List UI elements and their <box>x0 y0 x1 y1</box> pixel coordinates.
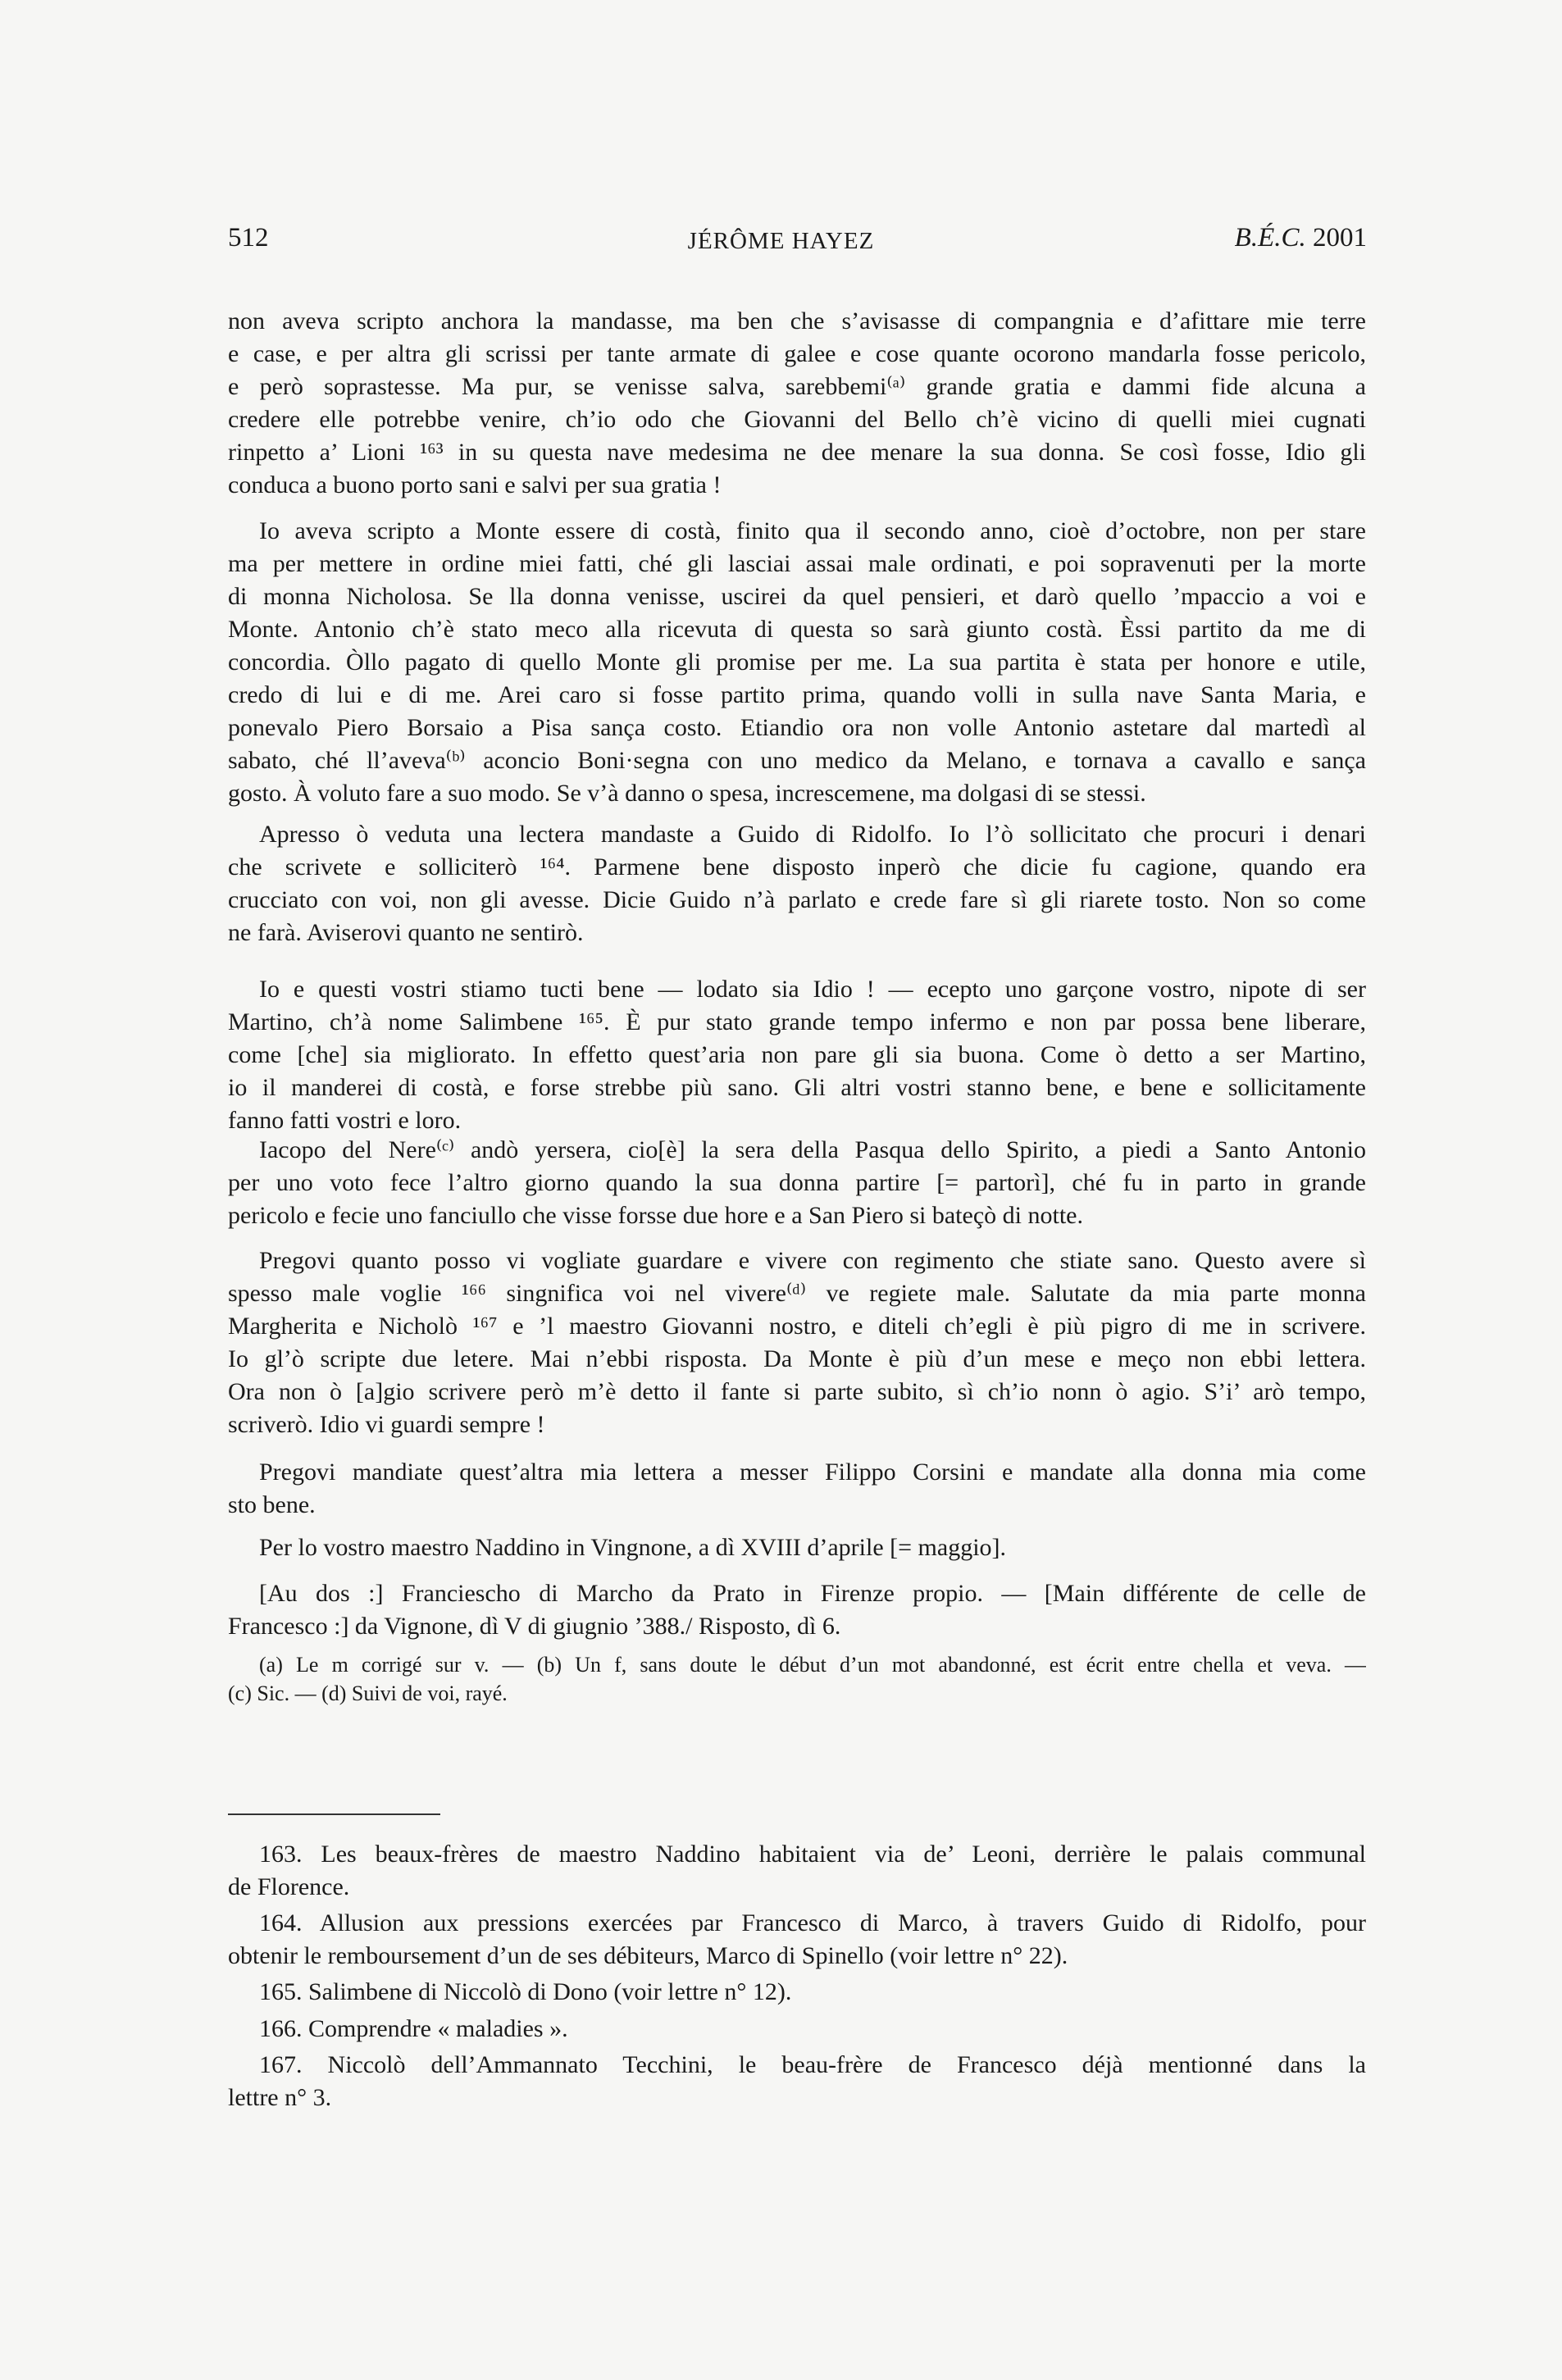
text-line: ma per mettere in ordine miei fatti, ché gli lasciai assai male ordinati, e poi sopravenuti per la morte <box>228 550 1366 577</box>
text-line: concordia. Òllo pagato di quello Monte gli promise per me. La sua partita è stata per honore e utile, <box>228 648 1366 676</box>
text-line: crucciato con voi, non gli avesse. Dicie Guido n’à parlato e crede fare sì gli riarete tosto. Non so come <box>228 886 1366 913</box>
running-head-author: JÉRÔME HAYEZ <box>687 228 875 254</box>
text-line: scriverò. Idio vi guardi sempre ! <box>228 1411 545 1438</box>
paragraph <box>228 1245 1366 1441</box>
text-line: come [che] sia migliorato. In effetto quest’aria non pare gli sia buona. Come ò detto a ser Martino, <box>228 1041 1366 1068</box>
text-line: (a) Le m corrigé sur v. — (b) Un f, sans doute le début d’un mot abandonné, est écrit entre chella et veva. — <box>259 1653 1366 1677</box>
text-line: sto bene. <box>228 1491 316 1518</box>
paragraph <box>228 1456 1366 1522</box>
text-line: Io e questi vostri stiamo tucti bene — lodato sia Idio ! — ecepto uno garçone vostro, nipote di ser <box>259 976 1366 1003</box>
text-line: spesso male voglie ¹⁶⁶ singnifica voi nel vivere⁽ᵈ⁾ ve regiete male. Salutate da mia parte monna <box>228 1280 1366 1307</box>
text-line: sabato, ché ll’aveva⁽ᵇ⁾ aconcio Boni·segna con uno medico da Melano, e tornava a cavallo e sança <box>228 747 1366 774</box>
text-line: e però soprastesse. Ma pur, se venisse salva, sarebbemi⁽ᵃ⁾ grande gratia e dammi fide alcuna a <box>228 373 1366 400</box>
text-line: non aveva scripto anchora la mandasse, ma ben che s’avisasse di compangnia e d’afittare mie terre <box>228 307 1366 334</box>
paragraph <box>228 1577 1366 1643</box>
text-line: Pregovi mandiate quest’altra mia lettera a messer Filippo Corsini e mandate alla donna mia come <box>259 1458 1366 1486</box>
text-line: 167. Niccolò dell’Ammannato Tecchini, le beau-frère de Francesco déjà mentionné dans la <box>259 2051 1366 2078</box>
footnote <box>228 1976 1366 2009</box>
text-line: conduca a buono porto sani e salvi per sua gratia ! <box>228 471 722 498</box>
text-line: Iacopo del Nere⁽ᶜ⁾ andò yersera, cio[è] la sera della Pasqua dello Spirito, a piedi a Santo Antonio <box>259 1136 1366 1163</box>
footnote <box>228 2013 1366 2046</box>
text-line: de Florence. <box>228 1873 350 1900</box>
text-line: pericolo e fecie uno fanciullo che visse forsse due hore e a San Piero si bateçò di notte. <box>228 1202 1083 1229</box>
text-line: rinpetto a’ Lioni ¹⁶³ in su questa nave medesima ne dee menare la sua donna. Se così fosse, Idio gli <box>228 439 1366 466</box>
text-line: Margherita e Nicholò ¹⁶⁷ e ’l maestro Giovanni nostro, e diteli ch’egli è più pigro di me in scrivere. <box>228 1313 1366 1340</box>
text-line: e case, e per altra gli scrissi per tante armate di galee e cose quante ocorono mandarla fosse pericolo, <box>228 340 1366 367</box>
footnote <box>228 1838 1366 1904</box>
text-line: Martino, ch’à nome Salimbene ¹⁶⁵. È pur stato grande tempo infermo e non par possa bene liberare, <box>228 1008 1366 1035</box>
text-line: [Au dos :] Franciescho di Marcho da Prato in Firenze propio. — [Main différente de celle de <box>259 1580 1366 1607</box>
text-line: 163. Les beaux-frères de maestro Naddino habitaient via de’ Leoni, derrière le palais communal <box>259 1841 1366 1868</box>
text-line: Ora non ò [a]gio scrivere però m’è detto il fante si parte subito, sì ch’io nonn ò agio. S’i’ arò tempo, <box>228 1378 1366 1405</box>
paragraph <box>228 973 1366 1137</box>
paragraph <box>228 515 1366 810</box>
text-line: ne farà. Aviserovi quanto ne sentirò. <box>228 919 584 946</box>
text-line: di monna Nicholosa. Se lla donna venisse, uscirei da quel pensieri, et darò quello ’mpaccio a voi e <box>228 583 1366 610</box>
text-line: 166. Comprendre « maladies ». <box>259 2015 568 2042</box>
text-line: Io gl’ò scripte due letere. Mai n’ebbi risposta. Da Monte è più d’un mese e meço non ebbi lettera. <box>228 1345 1366 1372</box>
text-line: ponevalo Piero Borsaio a Pisa sança costo. Etiandio ora non volle Antonio astetare dal martedì al <box>228 714 1366 741</box>
text-line: 164. Allusion aux pressions exercées par Francesco di Marco, à travers Guido di Ridolfo, pour <box>259 1909 1366 1936</box>
page-number: 512 <box>228 223 269 253</box>
footnote <box>228 2049 1366 2114</box>
text-line: Pregovi quanto posso vi vogliate guardare e vivere con regimento che stiate sano. Questo avere sì <box>259 1247 1366 1274</box>
text-line: credere elle potrebbe venire, ch’io odo che Giovanni del Bello ch’è vicino di quelli miei cugnati <box>228 406 1366 433</box>
paragraph <box>228 818 1366 949</box>
critical-apparatus <box>228 1650 1366 1708</box>
text-line: Io aveva scripto a Monte essere di costà, finito qua il secondo anno, cioè d’octobre, non per stare <box>259 517 1366 544</box>
footnote <box>228 1907 1366 1973</box>
running-head-journal <box>1235 223 1367 253</box>
text-line: fanno fatti vostri e loro. <box>228 1107 462 1134</box>
text-line: credo di lui e di me. Arei caro si fosse partito prima, quando volli in sulla nave Santa Maria, e <box>228 681 1366 708</box>
text-line: che scrivete e solliciterò ¹⁶⁴. Parmene bene disposto inperò che dicie fu cagione, quando era <box>228 853 1366 881</box>
paragraph <box>228 1531 1366 1564</box>
text-line: Monte. Antonio ch’è stato meco alla ricevuta di questa so sarà giunto costà. Èssi partito da me di <box>228 616 1366 643</box>
text-line: Francesco :] da Vignone, dì V di giugnio ’388./ Risposto, dì 6. <box>228 1613 841 1640</box>
text-line: io il manderei di costà, e forse strebbe più sano. Gli altri vostri stanno bene, e bene e sollicitamente <box>228 1074 1366 1101</box>
text-line: 165. Salimbene di Niccolò di Dono (voir lettre n° 12). <box>259 1978 792 2005</box>
footnote-rule <box>228 1813 440 1815</box>
paragraph <box>228 1134 1366 1232</box>
journal-year: 2001 <box>1313 223 1367 253</box>
text-line: obtenir le remboursement d’un de ses débiteurs, Marco di Spinello (voir lettre n° 22). <box>228 1942 1068 1969</box>
text-line: Per lo vostro maestro Naddino in Vingnone, a dì XVIII d’aprile [= maggio]. <box>259 1534 1007 1561</box>
text-line: gosto. À voluto fare a suo modo. Se v’à danno o spesa, increscemene, ma dolgasi di se stessi. <box>228 780 1146 807</box>
text-line: per uno voto fece l’altro giorno quando la sua donna partire [= partorì], ché fu in parto in grande <box>228 1169 1366 1196</box>
text-line: (c) Sic. — (d) Suivi de voi, rayé. <box>228 1681 508 1705</box>
text-line: lettre n° 3. <box>228 2084 332 2111</box>
journal-abbrev: B.É.C. <box>1234 223 1306 253</box>
paragraph <box>228 305 1366 502</box>
text-line: Apresso ò veduta una lectera mandaste a Guido di Ridolfo. Io l’ò sollicitato che procuri i denari <box>259 821 1366 848</box>
